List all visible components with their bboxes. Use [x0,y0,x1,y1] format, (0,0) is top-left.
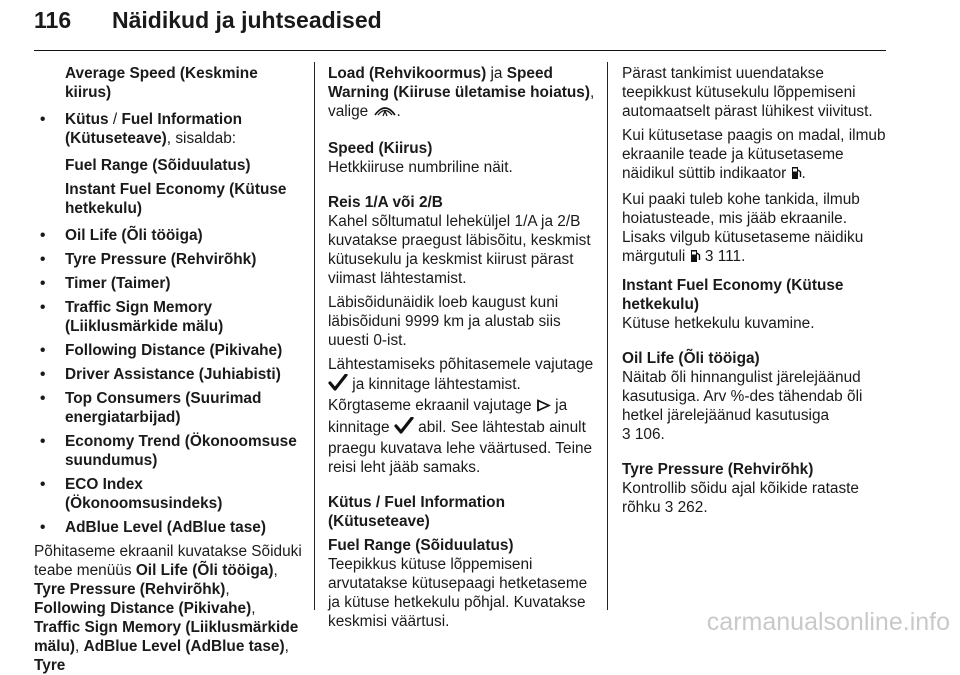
bullet-item: • AdBlue Level (AdBlue tase) [34,518,304,537]
tyre-text: Kontrollib sõidu ajal kõikide rataste rõhku 3 262. [622,480,859,516]
text: . [801,165,806,182]
text: Näitab õli hinnangulist järelejäänud kasutusiga. Arv %-des tähendab õli hetkel järelejäänud kasutusiga [622,369,863,424]
menu-ref: Traffic Sign Memory (Liiklusmärkide mälu) [34,619,299,655]
bullet-item: • Tyre Pressure (Rehvirõhk) [34,250,304,269]
text: , [225,581,230,598]
menu-ref: AdBlue Level (AdBlue tase) [83,638,285,655]
text: Põhitaseme ekraanil kuvatakse Sõiduki teabe menüüs [34,543,302,579]
text: Lähtestamiseks põhitasemele vajutage [328,356,594,373]
bullet-item: • Timer (Taimer) [34,274,304,293]
oil-heading: Oil Life (Õli tööiga) [622,350,760,367]
text: , [284,638,289,655]
trip-text: Kahel sõltumatul leheküljel 1/A ja 2/B kuvatakse praegust läbisõitu, keskmist kütusekulu ja keskmist kiirust pärast viimast lähtestamist. [328,213,591,287]
fuel-info-item [34,110,304,148]
refuel-warning-paragraph [622,190,892,268]
trip-heading: Reis 1/A või 2/B [328,194,443,211]
bullet-item: • Top Consumers (Suurimad energiatarbijad) [34,389,304,427]
text: Kui paaki tuleb kohe tankida, ilmub hoiatusteade, mis jääb ekraanile. Lisaks vilgub kütusetaseme näidiku märgutuli [622,191,864,265]
page-ref: 262 [677,499,704,516]
trip-text-2: Läbisõidunäidik loeb kaugust kuni läbisõiduni 9999 km ja alustab siis uuesti 0-ist. [328,294,561,349]
page-ref-symbol: 3 [664,499,674,516]
fuel-label: Kütus [65,111,109,128]
bullet-item: • Following Distance (Pikivahe) [34,341,304,360]
bullet-item: • ECO Index (Ökonoomsusindeks) [34,475,304,513]
text: ja [486,65,507,82]
contains-text: , sisaldab: [166,130,237,147]
speed-text: Hetkkiiruse numbriline näit. [328,159,513,176]
column-left [34,64,304,675]
tyre-heading: Tyre Pressure (Rehvirõhk) [622,461,814,478]
page-number: 116 [34,7,72,33]
bullet-item: • Oil Life (Õli tööiga) [34,226,304,245]
page-ref-symbol: 3 [704,248,714,265]
menu-ref: Following Distance (Pikivahe) [34,600,252,617]
play-triangle-icon [536,398,551,417]
bullet-item: • Traffic Sign Memory (Liiklusmärkide mälu) [34,298,304,336]
text: . [396,103,401,120]
avg-speed-item: Average Speed (Keskmine kiirus) [65,65,258,101]
column-divider [314,62,315,610]
bullet-item: • Economy Trend (Ökonoomsuse suundumus) [34,432,304,470]
text: Kui kütusetase paagis on madal, ilmub ekraanile teade ja kütusetaseme näidikul süttib indikaator [622,127,886,182]
column-right [622,64,892,517]
fuel-pump-icon [690,248,701,268]
menu-ref: Tyre [34,657,66,674]
fuel-range-heading: Fuel Range (Sõiduulatus) [328,537,514,554]
menu-ref: Oil Life (Õli tööiga) [135,562,274,579]
fuel-range-text: Teepikkus kütuse lõppemiseni arvutatakse kütusepaagi hetketaseme ja kütuse hetkekulu põhjal. Kuvatakse keskmisi väärtusi. [328,556,588,630]
watermark: carmanualsonline.info [706,608,950,636]
page-ref: 111 [717,248,742,265]
bullet-item: • Driver Assistance (Juhiabisti) [34,365,304,384]
page-ref-symbol: 3 [622,426,631,443]
fuel-pump-icon [791,165,802,185]
steering-wheel-icon [373,104,397,123]
fuel-info-label: Fuel Information (Kütuseteave) [65,111,242,147]
text: abil. See lähtestab ainult praegu kuvatava lehe väärtused. Teine reisi leht jääb samaks. [328,419,593,476]
instant-fuel-item: Instant Fuel Economy (Kütuse hetkekulu) [65,181,287,217]
page-ref: 106 [634,426,661,443]
column-divider [607,62,608,610]
page-header [34,0,886,51]
page-title: Näidikud ja juhtseadised [112,7,382,33]
fuel-heading: Kütus / Fuel Information (Kütuseteave) [328,494,505,530]
text: ja kinnitage lähtestamist. Kõrgtaseme ekraanil vajutage [328,376,536,414]
checkmark-icon [394,417,414,439]
checkmark-icon [328,374,348,396]
text: , [75,638,84,655]
text: , valige [328,84,595,120]
column-middle [328,64,600,631]
text: Kontrollib sõidu ajal kõikide rataste rõhku [622,480,859,516]
speed-heading: Speed (Kiirus) [328,140,433,157]
menu-ref: Tyre Pressure (Rehvirõhk) [34,581,226,598]
reset-paragraph [328,355,600,477]
menu-ref: Load (Rehvikoormus) [328,65,487,82]
menu-ref: Speed Warning (Kiiruse ületamise hoiatus) [328,65,590,101]
low-fuel-paragraph [622,126,892,185]
text: . [741,248,746,265]
fuel-range-item: Fuel Range (Sõiduulatus) [65,157,251,174]
text: ja kinnitage [328,397,568,436]
refuel-paragraph: Pärast tankimist uuendatakse teepikkust kütusekulu lõppemiseni automaatselt pärast lühikest viivitust. [622,65,873,120]
slash: / [108,111,122,128]
instant-heading: Instant Fuel Economy (Kütuse hetkekulu) [622,277,844,313]
text: , [273,562,278,579]
closing-paragraph [34,542,304,675]
text: , [251,600,256,617]
instant-text: Kütuse hetkekulu kuvamine. [622,315,815,332]
oil-text: Näitab õli hinnangulist järelejäänud kasutusiga. Arv %-des tähendab õli hetkel järelejäänud kasutusiga 3 106. [622,369,863,443]
load-paragraph [328,64,600,123]
